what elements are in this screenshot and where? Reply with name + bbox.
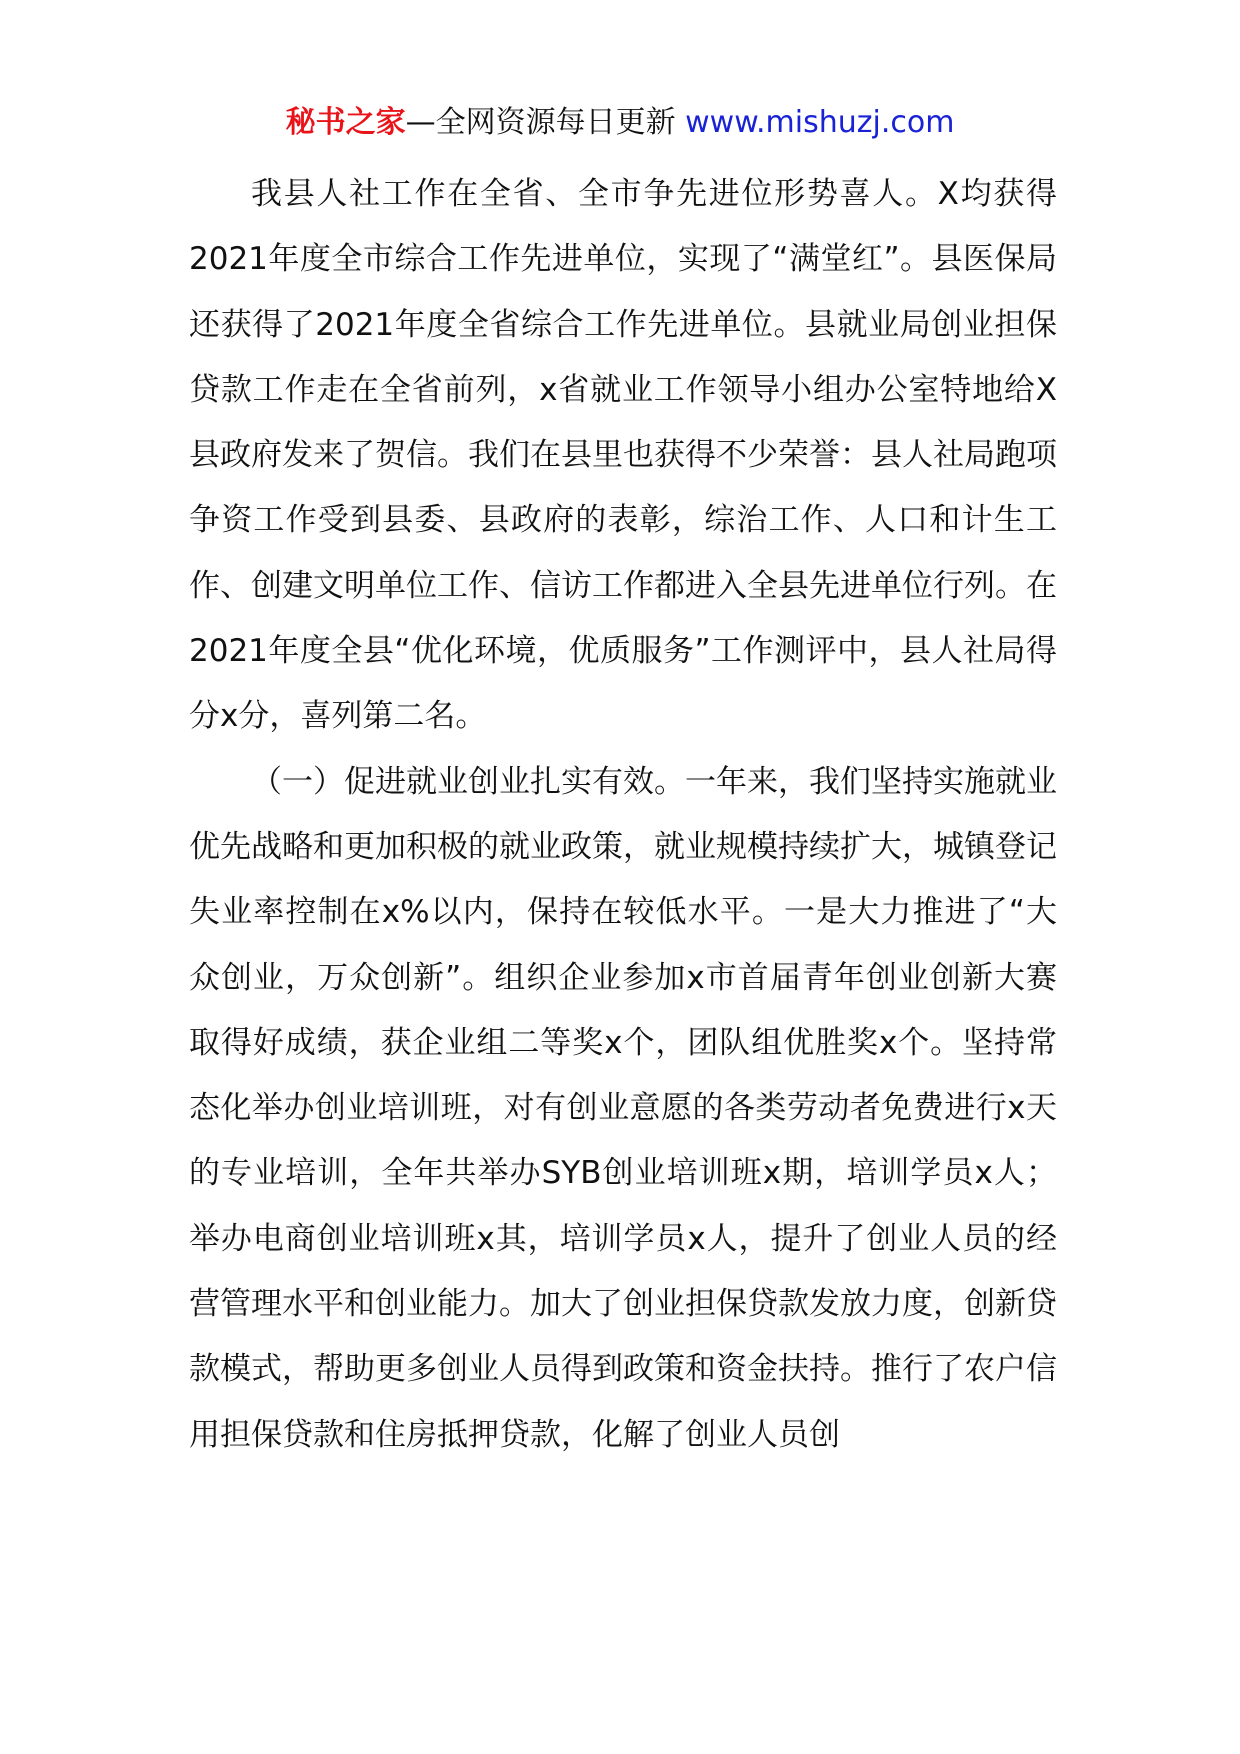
paragraph: （一）促进就业创业扎实有效。一年来，我们坚持实施就业优先战略和更加积极的就业政策，就业规模持续扩大，城镇登记失业率控制在x%以内，保持在较低水平。一是大力推进了“大众创业，万众创新”。组织企业参加x市首届青年创业创新大赛取得好成绩，获企业组二等奖x个，团队组优胜奖x个。坚持常态化举办创业培训班，对有创业意愿的各类劳动者免费进行x天的专业培训，全年共举办SYB创业培训班x期，培训学员x人；举办电商创业培训班x其，培训学员x人，提升了创业人员的经营管理水平和创业能力。加大了创业担保贷款发放力度，创新贷款模式，帮助更多创业人员得到政策和资金扶持。推行了农户信用担保贷款和住房抵押贷款，化解了创业人员创: [189, 763, 1057, 1453]
site-url-link[interactable]: www.mishuzj.com: [685, 105, 955, 140]
brand-name: 秘书之家: [285, 105, 406, 140]
site-header: [0, 100, 1240, 146]
document-body: [189, 162, 1057, 1468]
paragraph: 我县人社工作在全省、全市争先进位形势喜人。X均获得2021年度全市综合工作先进单位，实现了“满堂红”。县医保局还获得了2021年度全省综合工作先进单位。县就业局创业担保贷款工作走在全省前列，x省就业工作领导小组办公室特地给X县政府发来了贺信。我们在县里也获得不少荣誉：县人社局跑项争资工作受到县委、县政府的表彰，综治工作、人口和计生工作、创建文明单位工作、信访工作都进入全县先进单位行列。在2021年度全县“优化环境，优质服务”工作测评中，县人社局得分x分，喜列第二名。: [189, 176, 1057, 735]
header-slogan: —全网资源每日更新: [405, 105, 676, 140]
